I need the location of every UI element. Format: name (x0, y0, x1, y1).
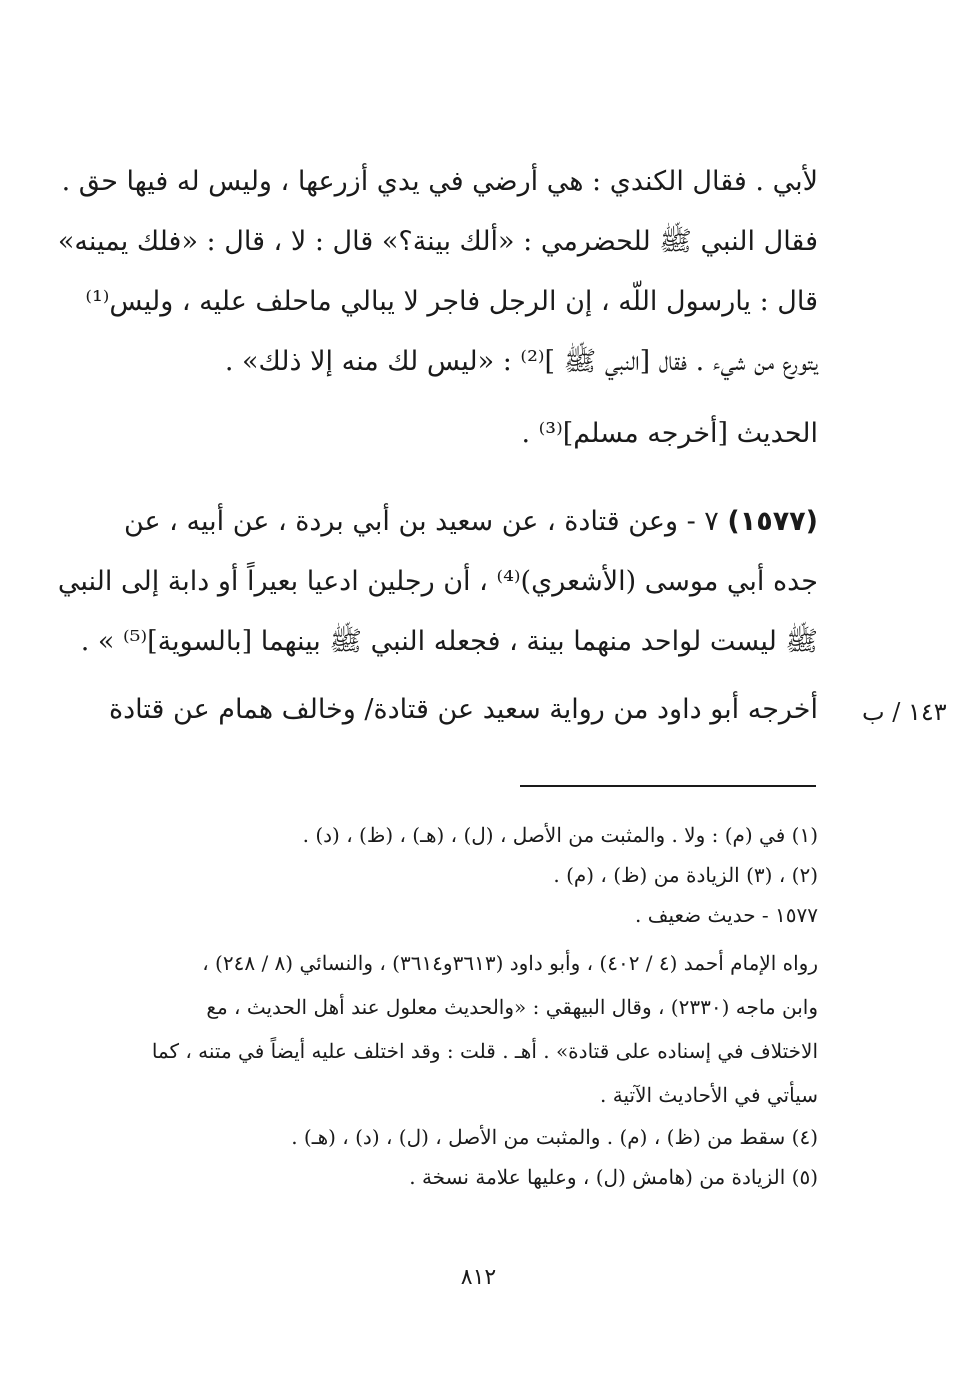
footnote-5: (٥) الزيادة من (هامش (ل) ، وعليها علامة نسخة . (409, 1165, 818, 1189)
footnote-line: رواه الإمام أحمد (٤ / ٤٠٢) ، وأبو داود (٣٦١٣و٣٦١٤) ، والنسائي (٨ / ٢٤٨) ، (202, 951, 818, 975)
text-line: فقال النبي ﷺ للحضرمي : «ألك بينة؟» قال : لا ، قال : «فلك يمينه» (57, 226, 818, 257)
footnote-line: سيأتي في الأحاديث الآتية . (600, 1083, 818, 1107)
footnote-hadith-grade: ١٥٧٧ - حديث ضعيف . (635, 903, 818, 927)
text-line: لأبي . فقال الكندي : هي أرضي في يدي أزرعها ، وليس له فيها حق . (61, 166, 818, 197)
hadith-1577-text (57, 492, 818, 672)
text-line: جده أبي موسى (الأشعري)⁽⁴⁾ ، أن رجلين ادعيا بعيراً أو دابة إلى النبي (57, 566, 818, 597)
main-text-block-1 (57, 152, 818, 464)
footnote-line: وابن ماجه (٢٣٣٠) ، وقال البيهقي : «والحديث معلول عند أهل الحديث ، مع (206, 995, 818, 1019)
footnote-4: (٤) سقط من (ظ) ، (م) . والمثبت من الأصل ، (ل) ، (د) ، (هـ) . (291, 1125, 818, 1149)
page-number: ٨١٢ (460, 1265, 497, 1290)
hadith-number: (١٥٧٧) (727, 506, 818, 537)
hadith-first-line (100, 492, 818, 552)
footnote-2-3: (٢) ، (٣) الزيادة من (ظ) ، (م) . (553, 863, 818, 887)
text-line: قال : يارسول اللّه ، إن الرجل فاجر لا يبالي ماحلف عليه ، وليس⁽¹⁾ (85, 286, 818, 317)
footnote-1: (١) في (م) : ولا . والمثبت من الأصل ، (ل) ، (هـ) ، (ظ) ، (د) . (302, 823, 818, 847)
footnote-takhrij-paragraph (100, 941, 818, 1117)
main-text-block-3 (100, 680, 818, 740)
text-line: ﷺ ليست لواحد منهما بينة ، فجعله النبي ﷺ بينهما [بالسوية]⁽⁵⁾ » . (80, 626, 818, 657)
footnote-separator (520, 785, 816, 787)
footnotes (100, 815, 818, 1197)
text-line: الحديث [أخرجه مسلم]⁽³⁾ . (521, 418, 818, 449)
folio-margin-note: ١٤٣ / ب (862, 698, 947, 726)
footnote-line: الاختلاف في إسناده على قتادة» . أهـ . قلت : وقد اختلف عليه أيضاً في متنه ، كما (151, 1039, 818, 1063)
text-line: أخرجه أبو داود من رواية سعيد عن قتادة/ وخالف همام عن قتادة (108, 694, 818, 725)
hadith-first-line-text: ٧ - وعن قتادة ، عن سعيد بن أبي بردة ، عن أبيه ، عن (123, 506, 719, 537)
text-line: يتورع من شيء . فقال [النبي ﷺ ]⁽²⁾ : «ليس لك منه إلا ذلك» . (224, 346, 818, 377)
